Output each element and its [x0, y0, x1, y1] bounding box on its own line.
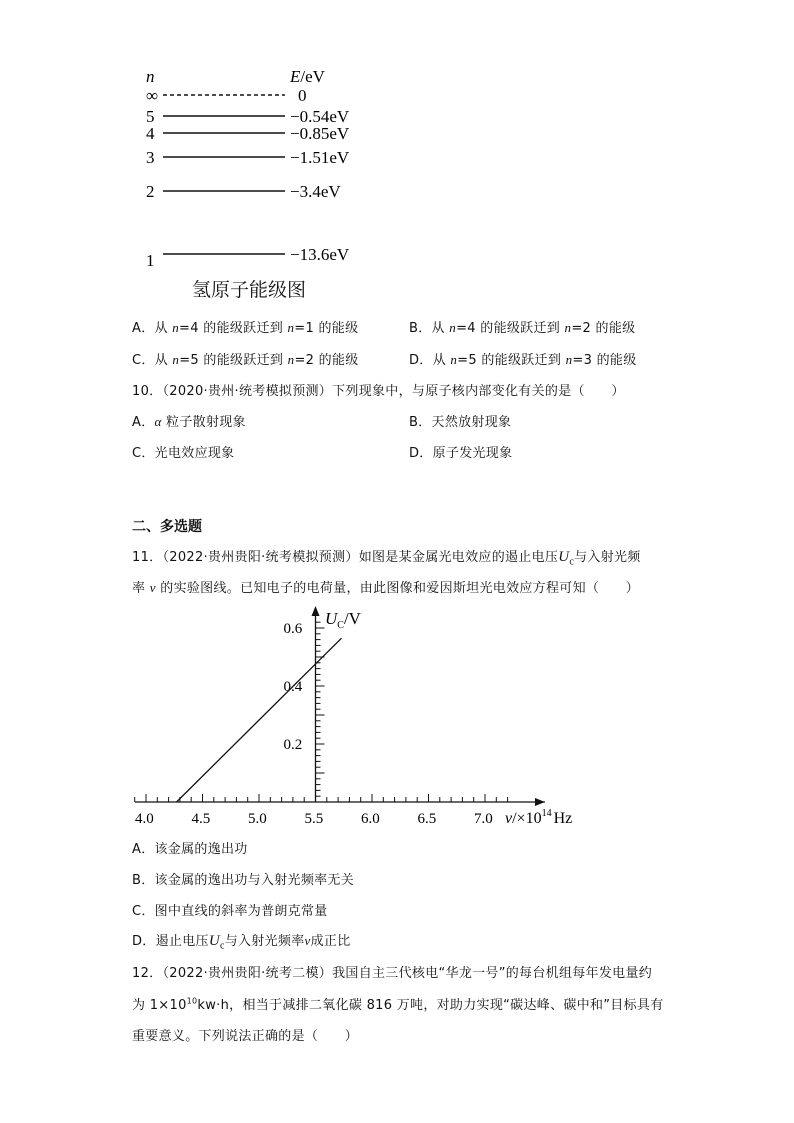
y-axis-arrow — [312, 606, 320, 616]
x-tick-label: 6.0 — [361, 811, 380, 827]
section-title: 二、多选题 — [132, 519, 202, 535]
n-axis-label: n — [146, 67, 155, 86]
y-tick-label: 0.2 — [283, 737, 303, 753]
level-n-label: 1 — [146, 251, 155, 270]
level-n-label: ∞ — [146, 86, 159, 105]
q10-option-a[interactable]: A．α 粒子散射现象 — [132, 414, 246, 430]
q9-option-b[interactable]: B．从 n=4 的能级跃迁到 n=2 的能级 — [409, 320, 636, 336]
x-axis-label: $\nu/\times 10^{14}$ Hz — [505, 808, 573, 827]
series-line — [177, 638, 342, 802]
q12-stem-line1: 12．（2022·贵州贵阳·统考二模）我国自主三代核电“华龙一号”的每台机组每年发电量约 — [132, 966, 653, 981]
chart-axes — [135, 606, 545, 806]
level-energy-label: −0.85eV — [290, 124, 350, 143]
chart-series — [177, 638, 342, 802]
energy-level-diagram — [130, 60, 390, 310]
x-tick-label: 5.5 — [304, 811, 324, 827]
level-energy-label: −13.6eV — [290, 245, 350, 264]
q10-option-d[interactable]: D．原子发光现象 — [409, 446, 513, 461]
x-tick-label: 4.5 — [191, 811, 211, 827]
chart-ticks — [135, 621, 508, 827]
y-axis-label: $U_C/V$ — [325, 609, 361, 631]
q9-option-d[interactable]: D．从 n=5 的能级跃迁到 n=3 的能级 — [409, 352, 637, 368]
q9-option-a[interactable]: A．从 n=4 的能级跃迁到 n=1 的能级 — [132, 320, 359, 336]
stopping-voltage-chart — [125, 600, 595, 835]
level-n-label: 2 — [146, 182, 155, 201]
x-tick-label: 5.0 — [248, 811, 267, 827]
energy-levels — [146, 86, 350, 270]
y-tick-label: 0.6 — [283, 621, 303, 637]
q11-stem-line2: 率 ν 的实验图线。已知电子的电荷量，由此图像和爱因斯坦光电效应方程可知（ ） — [132, 580, 640, 596]
x-tick-label: 7.0 — [474, 811, 493, 827]
q11-option-a[interactable]: A．该金属的逸出功 — [132, 842, 248, 857]
level-energy-label: 0 — [298, 86, 307, 105]
q11-option-b[interactable]: B．该金属的逸出功与入射光频率无关 — [132, 873, 355, 888]
q10-option-c[interactable]: C．光电效应现象 — [132, 446, 235, 461]
q11-stem-line1: 11．（2022·贵州贵阳·统考模拟预测）如图是某金属光电效应的遏止电压$U_c$与入射光频 — [132, 549, 641, 568]
q10-option-b[interactable]: B．天然放射现象 — [409, 415, 512, 430]
e-axis-label: E/eV — [290, 67, 325, 86]
q9-option-c[interactable]: C．从 n=5 的能级跃迁到 n=2 的能级 — [132, 352, 359, 368]
q12-stem-line2: 为 $1\times 10^{10}kw\cdot h$，相当于减排二氧化碳 816 万吨，对助力实现“碳达峰、碳中和”目标具有 — [132, 996, 664, 1013]
level-energy-label: −0.54eV — [290, 107, 350, 126]
x-tick-label: 4.0 — [135, 811, 154, 827]
q11-option-d[interactable]: D．遏止电压$U_c$与入射光频率ν成正比 — [132, 933, 351, 952]
level-n-label: 3 — [146, 148, 155, 167]
diagram-caption: 氢原子能级图 — [192, 280, 307, 301]
q10-stem: 10．（2020·贵州·统考模拟预测）下列现象中，与原子核内部变化有关的是（ ） — [132, 384, 625, 399]
x-axis-arrow — [535, 798, 545, 806]
q12-stem-line3: 重要意义。下列说法正确的是（ ） — [132, 1029, 359, 1044]
q11-option-c[interactable]: C．图中直线的斜率为普朗克常量 — [132, 904, 328, 919]
y-tick-label: 0.4 — [283, 679, 303, 695]
x-tick-label: 6.5 — [417, 811, 437, 827]
level-n-label: 4 — [146, 124, 155, 143]
level-n-label: 5 — [146, 107, 155, 126]
level-energy-label: −1.51eV — [290, 148, 350, 167]
level-energy-label: −3.4eV — [290, 182, 341, 201]
